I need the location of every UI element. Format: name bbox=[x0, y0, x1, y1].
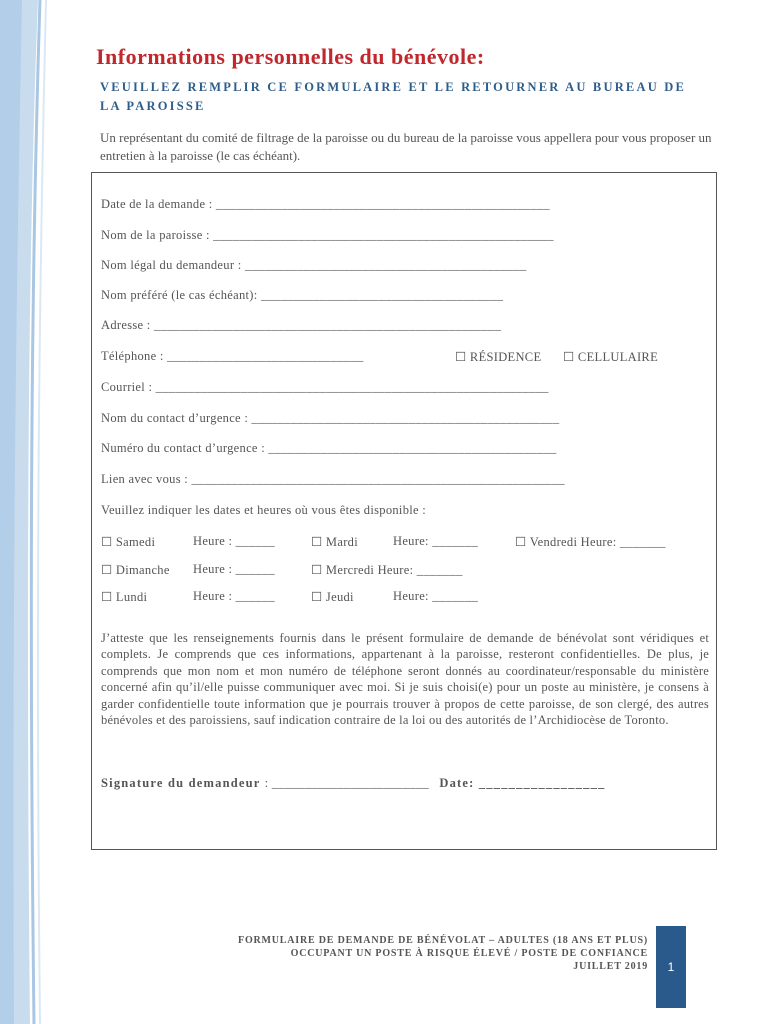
intro-text: Un représentant du comité de filtrage de la paroisse ou du bureau de la paroisse vous appellera pour vous proposer un entretien à la paroisse (le cas échéant). bbox=[100, 130, 712, 163]
subtitle: VEUILLEZ REMPLIR CE FORMULAIRE ET LE RETOURNER AU BUREAU DE LA PAROISSE bbox=[100, 80, 687, 113]
checkbox-mardi[interactable]: ☐ Mardi bbox=[311, 535, 358, 549]
page-title: Informations personnelles du bénévole: bbox=[96, 44, 485, 69]
field-nom-prefere[interactable]: Nom préféré (le cas échéant): _____________________________________ bbox=[101, 288, 504, 302]
signature-label: Signature du demandeur bbox=[101, 776, 261, 790]
field-nom-paroisse[interactable]: Nom de la paroisse : ____________________________________________________ bbox=[101, 228, 554, 242]
checkbox-lundi[interactable]: ☐ Lundi bbox=[101, 590, 148, 604]
field-courriel[interactable]: Courriel : ____________________________________________________________ bbox=[101, 380, 549, 394]
footer-line-2: OCCUPANT UN POSTE À RISQUE ÉLEVÉ / POSTE DE CONFIANCE bbox=[290, 948, 648, 959]
heure-mardi[interactable]: Heure: _______ bbox=[393, 534, 479, 548]
side-decoration bbox=[0, 0, 60, 1024]
checkbox-cellulaire[interactable]: ☐ CELLULAIRE bbox=[563, 350, 658, 364]
field-lien[interactable]: Lien avec vous : _________________________________________________________ bbox=[101, 472, 565, 486]
checkbox-residence[interactable]: ☐ RÉSIDENCE bbox=[455, 350, 542, 364]
checkbox-mercredi[interactable]: ☐ Mercredi Heure: _______ bbox=[311, 563, 463, 577]
footer-line-1: FORMULAIRE DE DEMANDE DE BÉNÉVOLAT – ADULTES (18 ANS ET PLUS) bbox=[238, 935, 648, 946]
signature-line[interactable]: : ________________________ bbox=[264, 776, 430, 790]
field-telephone[interactable]: Téléphone : ______________________________ bbox=[101, 349, 364, 363]
field-adresse[interactable]: Adresse : _____________________________________________________ bbox=[101, 318, 502, 332]
attestation-text: J’atteste que les renseignements fournis dans le présent formulaire de demande de bénévolat sont véridiques et complets. Je comprends que ces informations, appartenant à la paroisse, resteront confidentielles. De plus, je comprends que mon nom et mon numéro de téléphone seront donnés au coordinateur/responsable du ministère concerné afin qu’il/elle puisse communiquer avec moi. Si je suis choisi(e) pour un poste au ministère, je consens à garder confidentielle toute information que je pourrais trouver à propos de cette paroisse, de son clergé, des autres bénévoles et des paroissiens, sauf indication contraire de la loi ou des autorités de l’Archidiocèse de Toronto. bbox=[101, 631, 709, 728]
heure-dimanche[interactable]: Heure : ______ bbox=[193, 562, 275, 576]
field-contact-urgence-numero[interactable]: Numéro du contact d’urgence : ____________________________________________ bbox=[101, 441, 557, 455]
heure-lundi[interactable]: Heure : ______ bbox=[193, 589, 275, 603]
field-contact-urgence-nom[interactable]: Nom du contact d’urgence : _______________________________________________ bbox=[101, 411, 560, 425]
checkbox-jeudi[interactable]: ☐ Jeudi bbox=[311, 590, 354, 604]
availability-heading: Veuillez indiquer les dates et heures où vous êtes disponible : bbox=[101, 503, 427, 517]
signature-row[interactable] bbox=[101, 776, 606, 791]
signature-date[interactable]: Date: _________________ bbox=[439, 776, 606, 790]
page-number-badge: 1 bbox=[656, 926, 686, 1008]
checkbox-vendredi[interactable]: ☐ Vendredi Heure: _______ bbox=[515, 535, 666, 549]
heure-samedi[interactable]: Heure : ______ bbox=[193, 534, 275, 548]
footer-line-3: JUILLET 2019 bbox=[573, 961, 648, 972]
footer bbox=[148, 934, 648, 973]
checkbox-dimanche[interactable]: ☐ Dimanche bbox=[101, 563, 170, 577]
checkbox-samedi[interactable]: ☐ Samedi bbox=[101, 535, 156, 549]
heure-jeudi[interactable]: Heure: _______ bbox=[393, 589, 479, 603]
field-date-demande[interactable]: Date de la demande : ___________________________________________________ bbox=[101, 197, 550, 211]
field-nom-legal[interactable]: Nom légal du demandeur : ___________________________________________ bbox=[101, 258, 527, 272]
